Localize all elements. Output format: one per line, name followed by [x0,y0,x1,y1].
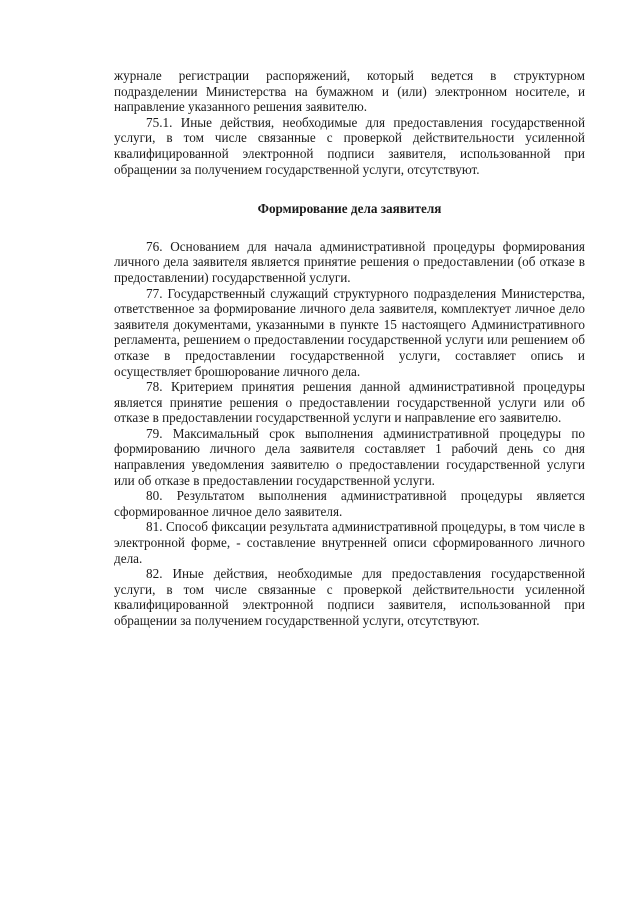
paragraph-78: 78. Критерием принятия решения данной административной процедуры является принятие решения о предоставлении государственной услуги или об отказе в предоставлении государственной услуги и направление его заявителю. [114,379,585,426]
intro-paragraph: журнале регистрации распоряжений, который ведется в структурном подразделении Министерства на бумажном и (или) электронном носителе, и направление указанного решения заявителю. [114,68,585,115]
paragraph-80: 80. Результатом выполнения административной процедуры является сформированное личное дело заявителя. [114,488,585,519]
paragraph-76: 76. Основанием для начала административной процедуры формирования личного дела заявителя является принятие решения о предоставлении (об отказе в предоставлении) государственной услуги. [114,238,585,285]
paragraph-77: 77. Государственный служащий структурного подразделения Министерства, ответственное за формирование личного дела заявителя, комплектует личное дело заявителя документами, указанными в пункте 15 настоящего Административного регламента, решением о предоставлении государственной услуги или решением об отказе в предоставлении государственной услуги, составляет опись и осуществляет брошюрование личного дела. [114,285,585,379]
paragraph-75-1: 75.1. Иные действия, необходимые для предоставления государственной услуги, в том числе связанные с проверкой действительности усиленной квалифицированной электронной подписи заявителя, использованной при обращении за получением государственной услуги, отсутствуют. [114,114,585,177]
section-heading: Формирование дела заявителя [257,201,442,217]
paragraph-81: 81. Способ фиксации результата административной процедуры, в том числе в электронной форме, - составление внутренней описи сформированного личного дела. [114,519,585,566]
paragraph-79: 79. Максимальный срок выполнения административной процедуры по формированию личного дела заявителя составляет 1 рабочий день со дня направления уведомления заявителю о предоставлении государственной услуги или об отказе в предоставлении государственной услуги. [114,425,585,488]
paragraph-82: 82. Иные действия, необходимые для предоставления государственной услуги, в том числе связанные с проверкой действительности усиленной квалифицированной электронной подписи заявителя, использованной при обращении за получением государственной услуги, отсутствуют. [114,566,585,628]
document-page [114,68,585,629]
